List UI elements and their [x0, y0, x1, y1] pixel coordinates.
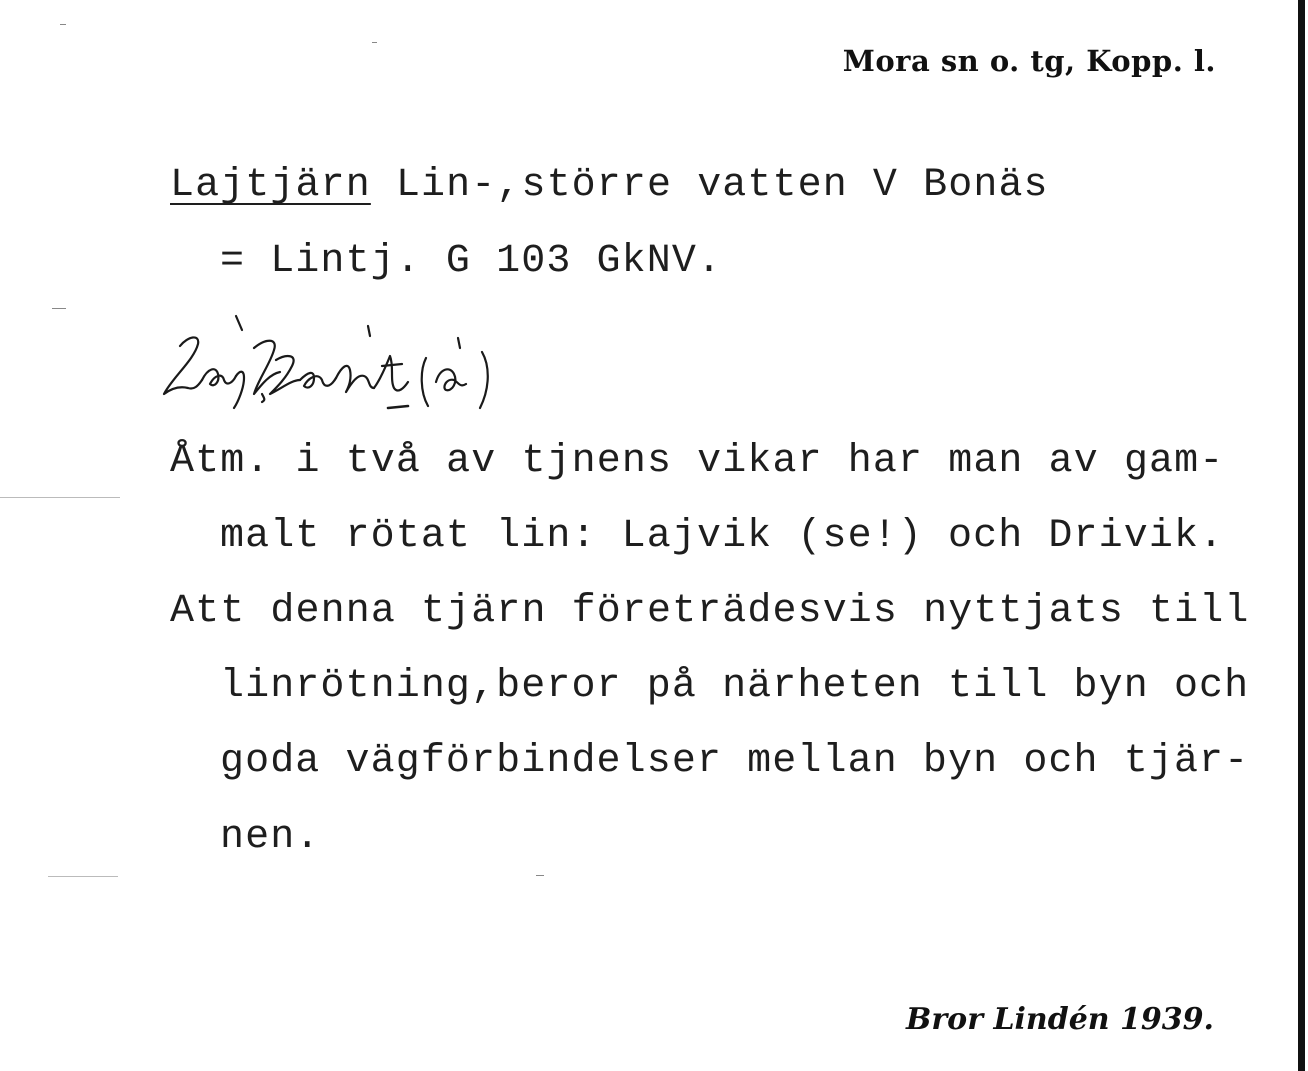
body-line-4: linrötning,beror på närheten till byn och: [220, 664, 1250, 709]
headword: Lajtjärn: [170, 163, 371, 208]
signature: Bror Lindén 1939.: [906, 1002, 1214, 1037]
scan-speck: [372, 42, 377, 43]
card-location-header: Mora sn o. tg, Kopp. l.: [842, 44, 1216, 78]
card-edge: [1298, 0, 1305, 1071]
scan-speck: [536, 875, 544, 876]
scan-speck: [0, 497, 120, 498]
handwritten-form: [158, 308, 518, 418]
scan-speck: [48, 876, 118, 877]
entry-line: [170, 163, 1049, 208]
body-line-5: goda vägförbindelser mellan byn och tjär-: [220, 739, 1250, 784]
scan-speck: [60, 24, 66, 25]
body-line-2: malt rötat lin: Lajvik (se!) och Drivik.: [220, 514, 1225, 559]
entry-reference: = Lintj. G 103 GkNV.: [220, 239, 723, 284]
body-line-1: Åtm. i två av tjnens vikar har man av gam-: [170, 439, 1225, 484]
body-line-6: nen.: [220, 815, 321, 860]
scan-speck: [52, 308, 66, 309]
headword-definition: Lin-,större vatten V Bonäs: [370, 163, 1049, 208]
body-line-3: Att denna tjärn företrädesvis nyttjats till: [170, 589, 1250, 634]
